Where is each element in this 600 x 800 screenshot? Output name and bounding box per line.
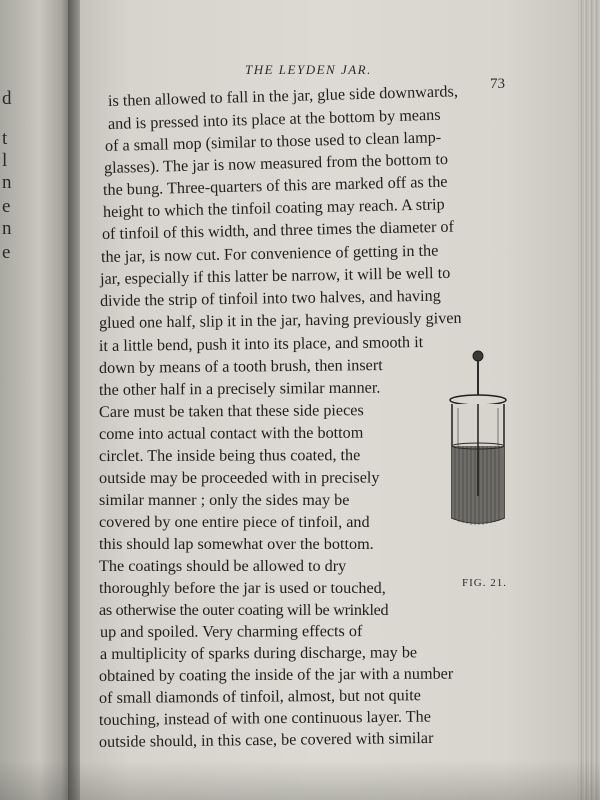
text-line: divide the strip of tinfoil into two halves, and having — [99, 286, 441, 310]
leyden-jar-illustration — [444, 346, 512, 532]
page-edges — [578, 0, 600, 800]
text-line: this should lap somewhat over the bottom. — [99, 535, 374, 553]
text-line: is then allowed to fall in the jar, glue side downwards, — [107, 82, 459, 110]
left-page-fragment: l — [2, 150, 8, 171]
text-line: The coatings should be allowed to dry — [99, 557, 347, 575]
text-line: down by means of a tooth brush, then insert — [98, 356, 383, 377]
text-line: the other half in a precisely similar manner. — [98, 378, 381, 399]
text-line: touching, instead of with one continuous layer. The — [98, 707, 432, 729]
text-line: outside may be proceeded with in precisely — [98, 468, 380, 487]
text-line: the jar, is now cut. For convenience of getting in the — [100, 241, 439, 266]
text-line: height to which the tinfoil coating may reach. A strip — [102, 195, 445, 221]
text-line: come into actual contact with the bottom — [98, 423, 364, 443]
text-line: glued one half, slip it in the jar, having previously given — [98, 308, 462, 332]
text-line: up and spoiled. Very charming effects of — [99, 622, 363, 641]
left-page — [0, 0, 72, 800]
figure-caption: FIG. 21. — [462, 577, 507, 589]
page-number: 73 — [490, 76, 505, 92]
text-line: jar, especially if this latter be narrow, it will be well to — [99, 263, 451, 288]
left-page-fragment: n — [2, 172, 12, 193]
text-line: of a small mop (similar to those used to clean lamp- — [104, 128, 442, 155]
left-page-fragment: n — [2, 218, 12, 239]
text-line: the bung. Three-quarters of this are marked off as the — [102, 172, 448, 199]
text-line: thoroughly before the jar is used or touched, — [99, 579, 386, 597]
left-page-fragment: d — [2, 88, 12, 109]
bottom-shadow — [0, 760, 600, 800]
text-line: covered by one entire piece of tinfoil, and — [99, 513, 370, 531]
left-page-fragment: t — [2, 128, 8, 149]
text-line: a multiplicity of sparks during discharge, may be — [99, 643, 418, 663]
text-line: Care must be taken that these side pieces — [98, 401, 364, 421]
text-line: it a little bend, push it into its place, and smooth it — [98, 333, 424, 355]
left-page-fragment: e — [2, 242, 11, 263]
text-line: glasses). The jar is now measured from the bottom to — [103, 149, 449, 177]
text-line: of tinfoil of this width, and three times the diameter of — [101, 217, 455, 243]
text-line: as otherwise the outer coating will be wrinkled — [99, 601, 389, 619]
text-line: outside should, in this case, be covered with similar — [98, 728, 434, 751]
text-line: similar manner ; only the sides may be — [99, 491, 350, 509]
left-page-fragment: e — [2, 196, 11, 217]
text-line: obtained by coating the inside of the jar with a number — [98, 664, 454, 685]
text-line: of small diamonds of tinfoil, almost, but not quite — [98, 686, 421, 707]
running-head: THE LEYDEN JAR. — [245, 62, 372, 77]
text-line: and is pressed into its place at the bottom by means — [107, 105, 441, 133]
text-line: circlet. The inside being thus coated, the — [98, 446, 361, 465]
